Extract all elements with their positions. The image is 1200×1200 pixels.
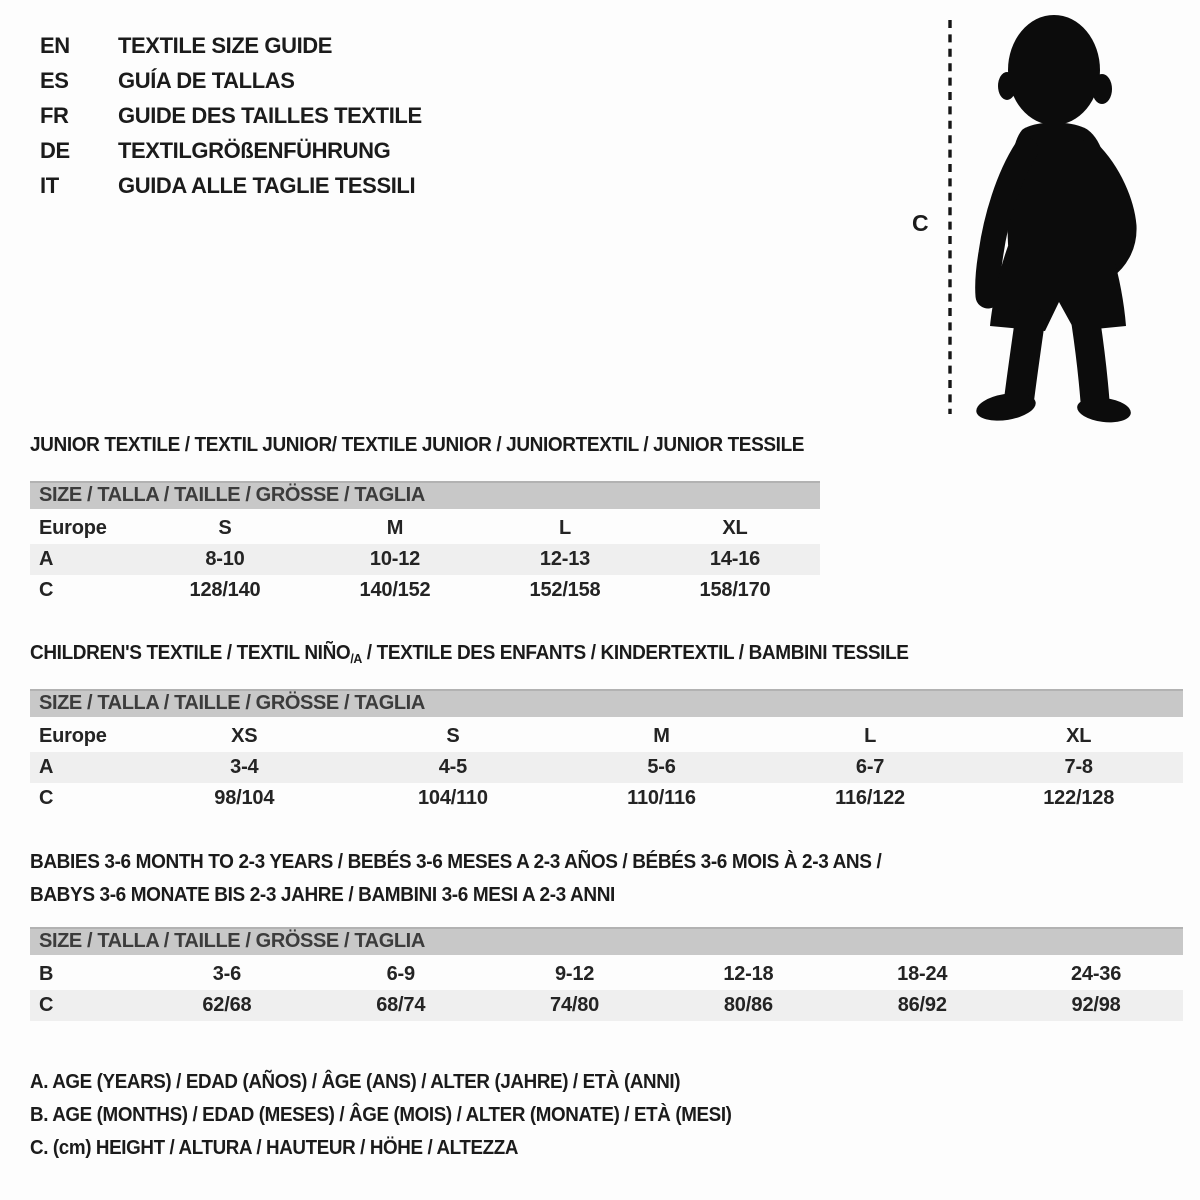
- row-label: Europe: [39, 517, 107, 539]
- size-cell: 86/92: [897, 994, 947, 1016]
- row-label: A: [39, 756, 54, 778]
- size-cell: 80/86: [723, 994, 773, 1016]
- size-cell: 98/104: [214, 787, 275, 809]
- table-body: [30, 959, 1183, 1021]
- row-label: A: [39, 548, 54, 570]
- size-cell: XS: [231, 725, 258, 747]
- size-cell: 62/68: [202, 994, 252, 1016]
- size-cell: 9-12: [554, 963, 595, 985]
- size-cell: 6-7: [855, 756, 885, 778]
- size-cell: L: [558, 517, 572, 539]
- language-code: DE: [40, 137, 70, 163]
- language-row-it: [40, 168, 422, 203]
- size-cell: 74/80: [550, 994, 600, 1016]
- junior-size-table: [30, 481, 820, 606]
- row-label: C: [39, 579, 54, 601]
- section-title-subscript: /A: [350, 651, 362, 666]
- size-cell: M: [386, 517, 404, 539]
- table-body: [30, 721, 1183, 814]
- size-cell: 68/74: [376, 994, 426, 1016]
- size-cell: 6-9: [386, 963, 415, 985]
- size-cell: 12-13: [539, 548, 591, 570]
- table-row-months: [30, 959, 1183, 990]
- guide-title: TEXTILGRÖßENFÜHRUNG: [118, 137, 391, 163]
- size-cell: 18-24: [897, 963, 948, 985]
- size-cell: 152/158: [529, 579, 601, 601]
- size-cell: 140/152: [359, 579, 431, 601]
- table-row-height: [30, 990, 1183, 1021]
- size-cell: 24-36: [1070, 963, 1122, 985]
- size-cell: XL: [1066, 725, 1092, 747]
- size-cell: 5-6: [647, 756, 676, 778]
- section-title-babies-line2: BABYS 3-6 MONATE BIS 2-3 JAHRE / BAMBINI 3-6 MESI A 2-3 ANNI: [30, 884, 615, 906]
- legend-line-a: A. AGE (YEARS) / EDAD (AÑOS) / ÂGE (ANS) / ALTER (JAHRE) / ETÀ (ANNI): [30, 1071, 681, 1093]
- size-cell: 122/128: [1043, 787, 1115, 809]
- guide-title: TEXTILE SIZE GUIDE: [118, 32, 333, 58]
- table-row-europe: [30, 721, 1183, 752]
- language-row-es: [40, 63, 422, 98]
- language-code: EN: [40, 32, 70, 58]
- size-cell: XL: [722, 517, 748, 539]
- section-title-text: / TEXTILE DES ENFANTS / KINDERTEXTIL / BAMBINI TESSILE: [361, 642, 909, 664]
- guide-title: GUÍA DE TALLAS: [118, 67, 295, 93]
- guide-title: GUIDE DES TAILLES TEXTILE: [118, 102, 422, 128]
- size-header-bar: SIZE / TALLA / TAILLE / GRÖSSE / TAGLIA: [30, 689, 1183, 717]
- language-row-de: [40, 133, 422, 168]
- babies-size-table: [30, 927, 1183, 1021]
- height-measure-figure: [900, 8, 1170, 423]
- row-label: C: [39, 994, 54, 1016]
- toddler-silhouette: [900, 8, 1170, 423]
- size-cell: 158/170: [699, 579, 771, 601]
- language-row-fr: [40, 98, 422, 133]
- size-cell: 12-18: [723, 963, 774, 985]
- measure-label-c: C: [912, 210, 929, 236]
- measure-legend: [30, 1066, 776, 1165]
- row-label: Europe: [39, 725, 107, 747]
- size-cell: 92/98: [1071, 994, 1121, 1016]
- size-cell: 8-10: [205, 548, 245, 570]
- size-cell: 128/140: [189, 579, 261, 601]
- section-title-text: CHILDREN'S TEXTILE / TEXTIL NIÑO: [30, 642, 351, 664]
- size-cell: 7-8: [1064, 756, 1093, 778]
- size-cell: 104/110: [417, 787, 488, 809]
- section-title-children: [30, 642, 909, 666]
- size-cell: 14-16: [709, 548, 761, 570]
- section-title-babies-line1: BABIES 3-6 MONTH TO 2-3 YEARS / BEBÉS 3-6 MESES A 2-3 AÑOS / BÉBÉS 3-6 MOIS À 2-3 ANS /: [30, 851, 882, 873]
- language-row-en: [40, 28, 422, 63]
- table-body: [30, 513, 820, 606]
- row-label: B: [39, 963, 54, 985]
- size-cell: S: [218, 517, 232, 539]
- language-code: ES: [40, 67, 69, 93]
- language-code: FR: [40, 102, 69, 128]
- legend-line-c: C. (cm) HEIGHT / ALTURA / HAUTEUR / HÖHE / ALTEZZA: [30, 1137, 519, 1159]
- language-code: IT: [40, 172, 59, 198]
- size-cell: L: [864, 725, 877, 747]
- size-cell: M: [653, 725, 670, 747]
- table-row-age: [30, 544, 820, 575]
- size-cell: 3-4: [230, 756, 259, 778]
- size-cell: 3-6: [212, 963, 242, 985]
- size-cell: S: [446, 725, 460, 747]
- table-row-age: [30, 752, 1183, 783]
- table-row-height: [30, 575, 820, 606]
- section-title-junior: JUNIOR TEXTILE / TEXTIL JUNIOR/ TEXTILE JUNIOR / JUNIORTEXTIL / JUNIOR TESSILE: [30, 434, 805, 456]
- size-header-bar: SIZE / TALLA / TAILLE / GRÖSSE / TAGLIA: [30, 481, 820, 509]
- size-cell: 4-5: [438, 756, 468, 778]
- size-header-bar: SIZE / TALLA / TAILLE / GRÖSSE / TAGLIA: [30, 927, 1183, 955]
- size-cell: 116/122: [835, 787, 905, 809]
- legend-line-b: B. AGE (MONTHS) / EDAD (MESES) / ÂGE (MOIS) / ALTER (MONATE) / ETÀ (MESI): [30, 1104, 732, 1126]
- children-size-table: [30, 689, 1183, 814]
- language-title-list: [40, 28, 422, 203]
- guide-title: GUIDA ALLE TAGLIE TESSILI: [118, 172, 416, 198]
- size-cell: 110/116: [627, 787, 696, 809]
- table-row-height: [30, 783, 1183, 814]
- size-cell: 10-12: [369, 548, 421, 570]
- row-label: C: [39, 787, 54, 809]
- table-row-europe: [30, 513, 820, 544]
